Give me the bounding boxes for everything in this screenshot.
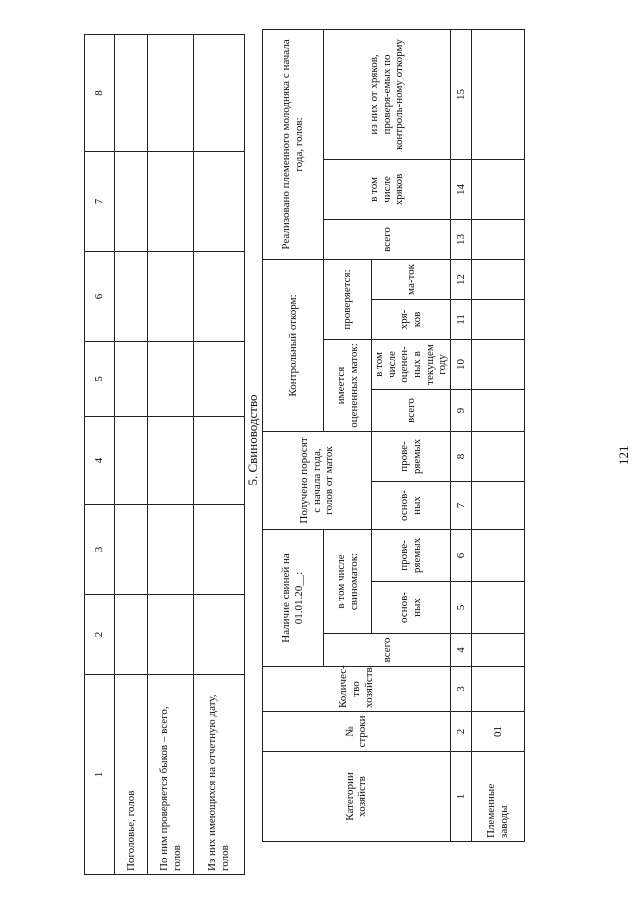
table-row — [148, 35, 194, 875]
page-number: 121 — [616, 445, 631, 465]
col-num-cell: 7 — [450, 481, 471, 529]
top-table-header-row — [85, 35, 115, 875]
header-row-no: № строки — [263, 712, 451, 752]
value-cell — [148, 417, 194, 505]
table-row — [194, 35, 245, 875]
value-cell — [194, 252, 245, 342]
col-num-cell: 2 — [85, 595, 115, 675]
value-cell — [471, 634, 524, 667]
table-row — [115, 35, 148, 875]
col-num-cell: 10 — [450, 339, 471, 389]
header-piglets-received: Получено поросят с начала года, голов от маток — [263, 431, 372, 529]
row-label: По ним проверяется быков – всего, голов — [148, 675, 194, 875]
table-row — [471, 29, 524, 841]
value-cell — [471, 389, 524, 431]
col-num-cell: 1 — [85, 675, 115, 875]
col-num-cell: 6 — [450, 529, 471, 581]
col-num-cell: 5 — [85, 342, 115, 417]
value-cell — [194, 595, 245, 675]
value-cell — [194, 152, 245, 252]
value-cell — [148, 595, 194, 675]
value-cell — [148, 152, 194, 252]
col-num-cell: 1 — [450, 752, 471, 842]
value-cell — [194, 342, 245, 417]
value-cell — [471, 159, 524, 219]
col-num-cell: 4 — [85, 417, 115, 505]
main-table — [262, 29, 525, 842]
header-sold-total: всего — [324, 219, 451, 259]
header-total: всего — [324, 634, 451, 667]
col-num-cell: 8 — [450, 431, 471, 481]
col-num-cell: 6 — [85, 252, 115, 342]
value-cell — [471, 259, 524, 299]
header-category: Категории хозяйств — [263, 752, 451, 842]
value-cell — [148, 505, 194, 595]
value-cell — [115, 152, 148, 252]
section-title: 5. Свиноводство — [245, 394, 260, 486]
header-of-boars-tested: из них от хряков, проверя-емых по контроль-ному откорму — [324, 29, 451, 159]
header-control-culling: Контрольный откорм: — [263, 259, 324, 431]
header-boars: хря-ков — [372, 299, 451, 339]
col-num-cell: 9 — [450, 389, 471, 431]
row-number: 01 — [471, 712, 524, 752]
value-cell — [471, 431, 524, 481]
col-num-cell: 15 — [450, 29, 471, 159]
header-sows-evaluated: имеется оцененных маток: — [324, 339, 372, 431]
header-piglets-tested: прове-ряемых — [372, 431, 451, 481]
value-cell — [471, 219, 524, 259]
header-evaluated-total: всего — [372, 389, 451, 431]
header-tested: прове-ряемых — [372, 529, 451, 581]
col-num-cell: 5 — [450, 582, 471, 634]
value-cell — [115, 505, 148, 595]
col-num-cell: 8 — [85, 35, 115, 152]
value-cell — [115, 342, 148, 417]
value-cell — [194, 505, 245, 595]
value-cell — [115, 417, 148, 505]
value-cell — [115, 252, 148, 342]
col-num-cell: 11 — [450, 299, 471, 339]
row-label: Из них имеющихся на отчетную дату, голов — [194, 675, 245, 875]
value-cell — [194, 35, 245, 152]
col-num-cell: 12 — [450, 259, 471, 299]
value-cell — [471, 299, 524, 339]
col-num-cell: 3 — [450, 667, 471, 712]
row-category: Племенные заводы — [471, 752, 524, 842]
col-num-cell: 3 — [85, 505, 115, 595]
col-num-cell: 2 — [450, 712, 471, 752]
header-being-tested: проверяется: — [324, 259, 372, 339]
col-num-cell: 14 — [450, 159, 471, 219]
value-cell — [148, 342, 194, 417]
value-cell — [471, 339, 524, 389]
value-cell — [471, 29, 524, 159]
header-farm-count: Количес-тво хозяйств — [263, 667, 451, 712]
column-number-row — [450, 29, 471, 841]
header-piglets-basic: основ-ных — [372, 481, 451, 529]
value-cell — [471, 529, 524, 581]
header-evaluated-this-year: в том числе оценен-ных в текущем году — [372, 339, 451, 389]
value-cell — [115, 595, 148, 675]
top-table — [84, 34, 245, 875]
col-num-cell: 4 — [450, 634, 471, 667]
header-incl-sows: в том числе свиноматок: — [324, 529, 372, 633]
header-row-1 — [263, 29, 324, 841]
col-num-cell: 13 — [450, 219, 471, 259]
value-cell — [148, 252, 194, 342]
header-incl-boars: в том числе хряков — [324, 159, 451, 219]
value-cell — [471, 667, 524, 712]
value-cell — [148, 35, 194, 152]
col-num-cell: 7 — [85, 152, 115, 252]
header-basic: основ-ных — [372, 582, 451, 634]
header-sold-young: Реализовано племенного молодняка с начала года, голов: — [263, 29, 324, 259]
value-cell — [471, 481, 524, 529]
header-sows: ма-ток — [372, 259, 451, 299]
value-cell — [115, 35, 148, 152]
value-cell — [471, 582, 524, 634]
header-pigs-available: Наличие свиней на 01.01.20__: — [263, 529, 324, 666]
row-label: Поголовье, голов — [115, 675, 148, 875]
value-cell — [194, 417, 245, 505]
